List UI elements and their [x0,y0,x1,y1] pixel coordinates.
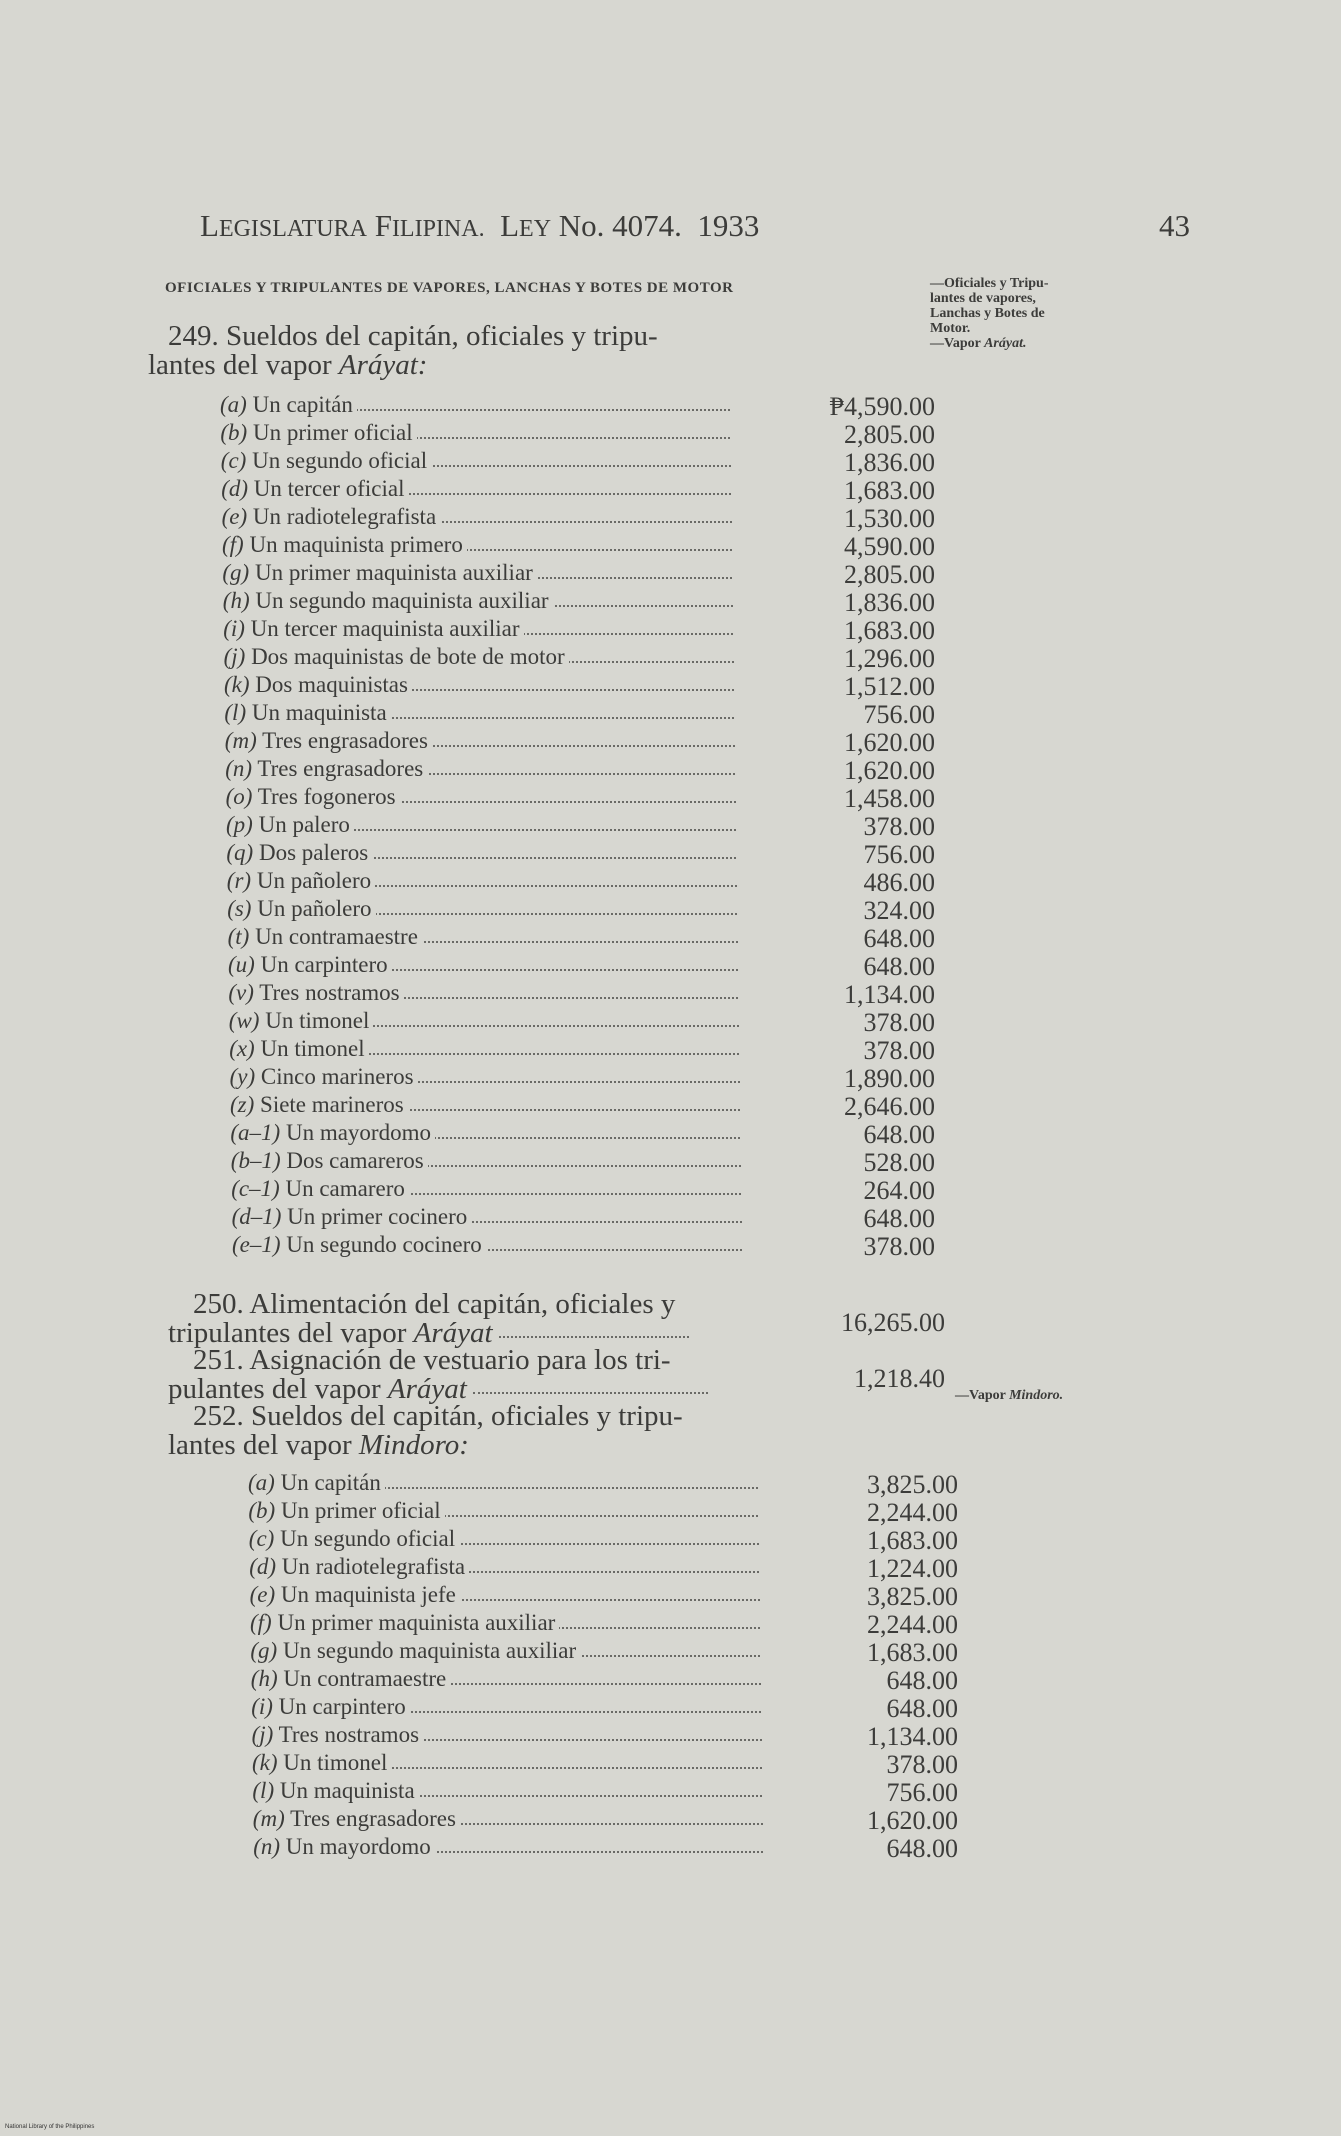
item-amount: 1,890.00 [844,1064,935,1093]
running-title [200,208,759,244]
item-label [228,980,403,1006]
line-item [220,1008,940,1036]
line-item [220,616,940,644]
line-item [248,1806,968,1834]
item-text: Un primer oficial [280,1498,441,1523]
item-label [250,1638,580,1664]
item-text: Un palero [258,812,350,837]
item-letter: (o) [225,784,253,809]
item-label [230,1120,435,1146]
item-letter: (j) [223,644,246,669]
item-text: Un tercer oficial [253,476,405,501]
title-initial: L [200,208,219,243]
line-item [220,1148,940,1176]
law-year: 1933 [697,208,760,243]
item-label [222,560,536,586]
item-amount: 1,296.00 [844,644,935,673]
margin-note-mindoro [955,1388,1063,1403]
line-item [220,588,940,616]
item-text: Un timonel [283,1750,388,1775]
item-letter: (e–1) [232,1232,281,1257]
item-letter: (l) [224,700,247,725]
item-text: Dos maquinistas de bote de motor [251,644,565,669]
item-text: Un pañolero [256,868,372,893]
item-letter: (a) [248,1470,275,1495]
title-initial: F [374,208,392,243]
margin-note-arayat [930,276,1130,351]
item-text: Un carpintero [260,952,388,977]
item-label [251,1666,450,1692]
item-letter: (a–1) [230,1120,281,1145]
item-label [222,532,467,558]
item-label [227,896,375,922]
line-item [220,896,940,924]
item-label [226,840,372,866]
paragraph-text: lantes del vapor [168,1429,359,1461]
item-letter: (h) [222,588,250,613]
line-item [248,1694,968,1722]
line-item [220,420,940,448]
item-letter: (b–1) [230,1148,281,1173]
item-text: Tres nostramos [278,1722,420,1747]
item-letter: (p) [226,812,253,837]
item-amount: 324.00 [863,896,935,925]
item-label [253,1806,460,1832]
line-item [220,644,940,672]
item-label [229,1008,374,1034]
item-amount: 486.00 [863,868,935,897]
item-amount: 648.00 [863,924,935,953]
item-amount: 648.00 [886,1694,958,1723]
item-amount: 378.00 [886,1750,958,1779]
vessel-name: Mindoro: [358,1429,469,1461]
item-amount: 1,683.00 [844,616,935,645]
item-letter: (i) [223,616,245,641]
line-item [220,560,940,588]
line-item [220,700,940,728]
item-amount: 264.00 [863,1176,935,1205]
item-amount: 1,620.00 [844,728,935,757]
paragraph-text: lantes del vapor [148,349,339,381]
line-item [248,1750,968,1778]
margin-note-line: —Oficiales y Tripu- [930,276,1049,291]
item-text: Tres engrasadores [262,728,428,753]
item-letter: (x) [229,1036,255,1061]
item-label [249,1554,469,1580]
paragraph-252 [168,1402,683,1460]
item-label [250,1610,559,1636]
item-letter: (k) [224,672,250,697]
paragraph-249 [148,322,658,380]
item-amount: 1,683.00 [844,476,935,505]
item-letter: (n) [225,756,253,781]
item-text: Cinco marineros [260,1064,414,1089]
title-word: EGISLATURA [218,216,367,242]
line-item [220,532,940,560]
item-letter: (m) [224,728,257,753]
item-label [220,420,416,446]
paragraph-line [168,1431,683,1460]
line-item [220,728,940,756]
item-text: Tres nostramos [259,980,400,1005]
library-credit: National Library of the Philippines [5,2124,95,2130]
item-letter: (t) [227,924,250,949]
item-label [228,952,392,978]
item-amount: 1,620.00 [844,756,935,785]
paragraph-250 [168,1290,689,1348]
paragraph-line: 251. Asignación de vestuario para los tri- [193,1344,671,1376]
line-item [220,952,940,980]
item-amount: 1,683.00 [867,1638,958,1667]
item-text: Tres engrasadores [257,756,424,781]
item-label [229,1036,368,1062]
item-text: Un camarero [285,1176,405,1201]
item-letter: (l) [252,1778,275,1803]
item-letter: (m) [252,1806,285,1831]
line-item [220,784,940,812]
line-item [220,980,940,1008]
item-label [225,728,432,754]
item-text: Un pañolero [257,896,372,921]
item-text: Un primer oficial [252,420,413,445]
law-number: No. 4074. [558,208,682,243]
line-item [248,1498,968,1526]
item-text: Dos paleros [258,840,369,865]
item-amount: 648.00 [886,1834,958,1863]
item-amount: 378.00 [863,812,935,841]
paragraph-text: tripulantes del vapor [168,1317,414,1349]
salary-list-arayat [220,392,940,1260]
item-amount: 1,683.00 [867,1526,958,1555]
item-label [232,1204,472,1230]
item-letter: (c) [220,448,247,473]
item-letter: (z) [230,1092,255,1117]
paragraph-line: 250. Alimentación del capitán, oficiales y [193,1288,676,1320]
item-amount: 3,825.00 [867,1470,958,1499]
line-item [248,1666,968,1694]
item-letter: (k) [252,1750,278,1775]
title-word: EY [519,216,552,242]
item-text: Un timonel [260,1036,365,1061]
line-item [248,1582,968,1610]
line-item [220,672,940,700]
item-amount: 4,590.00 [844,532,935,561]
line-item [220,1036,940,1064]
item-letter: (n) [253,1834,281,1859]
item-letter: (d–1) [231,1204,282,1229]
item-amount: 2,805.00 [844,420,935,449]
dot-leader [499,1336,689,1338]
item-label [231,1148,428,1174]
item-label [230,1064,418,1090]
item-amount: 756.00 [886,1778,958,1807]
item-text: Un segundo oficial [280,1526,456,1551]
item-text: Un tercer maquinista auxiliar [250,616,520,641]
line-item [220,448,940,476]
item-text: Un primer maquinista auxiliar [254,560,533,585]
item-amount: ₱4,590.00 [829,392,935,421]
item-letter: (c–1) [231,1176,280,1201]
item-letter: (j) [251,1722,274,1747]
vessel-name: Aráyat [413,1317,493,1349]
item-amount: 1,134.00 [867,1722,958,1751]
vessel-name: Aráyat: [338,349,428,381]
paragraph-line: 252. Sueldos del capitán, oficiales y tripu- [193,1400,683,1432]
title-initial: L [500,208,520,243]
item-label [252,1722,423,1748]
item-text: Un segundo maquinista auxiliar [282,1638,577,1663]
item-label [220,392,357,418]
item-amount: 1,530.00 [844,504,935,533]
item-letter: (y) [229,1064,256,1089]
item-text: Un maquinista jefe [280,1582,456,1607]
line-item [220,1120,940,1148]
item-letter: (c) [248,1526,275,1551]
item-label [251,1694,410,1720]
item-text: Un primer cocinero [287,1204,468,1229]
item-letter: (e) [221,504,248,529]
item-letter: (b) [248,1498,276,1523]
item-text: Dos maquinistas [255,672,408,697]
item-letter: (w) [228,1008,260,1033]
item-amount: 2,646.00 [844,1092,935,1121]
item-amount: 1,224.00 [867,1554,958,1583]
margin-note-prefix: —Vapor [955,1388,1010,1403]
item-label [223,588,553,614]
item-letter: (d) [249,1554,277,1579]
item-label [253,1834,435,1860]
line-item [220,812,940,840]
margin-note-line: Motor. [930,321,971,336]
item-letter: (u) [228,952,255,977]
line-item [220,392,940,420]
salary-list-mindoro [248,1470,968,1862]
item-letter: (e) [249,1582,276,1607]
item-amount: 1,836.00 [844,448,935,477]
item-label [227,868,375,894]
line-item [248,1638,968,1666]
margin-note-vessel: Mindoro. [1009,1388,1064,1403]
item-letter: (s) [227,896,252,921]
line-item [248,1834,968,1862]
item-text: Un mayordomo [285,1834,431,1859]
item-label [222,504,441,530]
paragraph-251 [168,1346,708,1404]
item-amount: 1,620.00 [867,1806,958,1835]
item-text: Un maquinista [251,700,387,725]
item-text: Un segundo maquinista auxiliar [255,588,549,613]
item-letter: (q) [226,840,254,865]
item-text: Un maquinista [279,1778,415,1803]
paragraph-line [148,351,658,380]
item-letter: (g) [250,1638,278,1663]
item-text: Un radiotelegrafista [252,504,437,529]
item-amount: 1,458.00 [844,784,935,813]
item-text: Un contramaestre [283,1666,447,1691]
item-letter: (b) [220,420,248,445]
item-amount: 3,825.00 [867,1582,958,1611]
line-item [248,1526,968,1554]
item-letter: (a) [220,392,247,417]
paragraph-line: 249. Sueldos del capitán, oficiales y tripu- [168,320,658,352]
item-label [248,1498,444,1524]
item-text: Siete marineros [260,1092,404,1117]
item-text: Un radiotelegrafista [281,1554,466,1579]
line-item [248,1554,968,1582]
item-text: Un capitán [252,392,353,417]
paragraph-text: pulantes del vapor [168,1373,388,1405]
section-heading: OFICIALES Y TRIPULANTES DE VAPORES, LANCHAS Y BOTES DE MOTOR [165,280,734,296]
item-text: Un capitán [280,1470,381,1495]
item-letter: (v) [228,980,254,1005]
item-letter: (f) [250,1610,272,1635]
item-label [223,616,523,642]
item-amount: 378.00 [863,1232,935,1261]
line-item [220,1204,940,1232]
item-text: Un segundo cocinero [286,1232,482,1257]
item-text: Un timonel [265,1008,370,1033]
item-label [224,672,412,698]
item-label [249,1526,459,1552]
line-item [220,476,940,504]
page-number: 43 [1159,208,1190,243]
item-label [221,476,408,502]
item-letter: (g) [222,560,250,585]
item-amount: 528.00 [863,1148,935,1177]
item-amount: 648.00 [863,1204,935,1233]
item-amount: 648.00 [863,952,935,981]
item-label [252,1750,391,1776]
line-item [220,1092,940,1120]
item-label [226,784,400,810]
item-amount: 2,244.00 [867,1498,958,1527]
item-label [226,812,354,838]
item-amount: 378.00 [863,1036,935,1065]
line-item [220,924,940,952]
item-amount: 648.00 [886,1666,958,1695]
item-amount: 2,805.00 [844,560,935,589]
item-amount: 648.00 [863,1120,935,1149]
item-text: Un maquinista primero [249,532,463,557]
item-amount: 378.00 [863,1008,935,1037]
item-amount: 1,836.00 [844,588,935,617]
line-item [220,1064,940,1092]
item-text: Un primer maquinista auxiliar [277,1610,556,1635]
title-word: ILIPINA. [391,216,485,242]
line-item [220,756,940,784]
item-text: Un contramaestre [255,924,418,949]
item-label [232,1232,486,1258]
margin-note-vessel: Aráyat. [984,336,1027,351]
item-label [230,1092,408,1118]
line-item [220,1176,940,1204]
item-text: Un segundo oficial [252,448,428,473]
item-letter: (f) [222,532,244,557]
page-header [200,208,1190,248]
item-amount: 756.00 [863,700,935,729]
line-item [220,868,940,896]
line-item [220,840,940,868]
item-label [224,700,390,726]
amount-251: 1,218.40 [854,1364,945,1393]
item-text: Tres engrasadores [290,1806,456,1831]
margin-note-line: lantes de vapores, [930,291,1036,306]
margin-note-line [930,336,1130,351]
line-item [248,1778,968,1806]
vessel-name: Aráyat [387,1373,467,1405]
item-amount: 1,134.00 [844,980,935,1009]
item-label [248,1470,385,1496]
line-item [248,1722,968,1750]
line-item [220,1232,940,1260]
item-label [224,644,569,670]
margin-note-line: Lanchas y Botes de [930,306,1045,321]
item-amount: 2,244.00 [867,1610,958,1639]
item-label [231,1176,409,1202]
amount-250: 16,265.00 [841,1308,945,1337]
item-text: Un carpintero [278,1694,406,1719]
item-text: Dos camareros [286,1148,424,1173]
item-letter: (d) [221,476,249,501]
item-label [225,756,427,782]
line-item [220,504,940,532]
item-letter: (h) [250,1666,278,1691]
item-text: Tres fogoneros [257,784,396,809]
item-label [221,448,431,474]
line-item [248,1470,968,1498]
item-text: Un mayordomo [285,1120,431,1145]
margin-note-prefix: —Vapor [930,336,985,351]
item-amount: 1,512.00 [844,672,935,701]
item-letter: (i) [251,1694,273,1719]
item-label [228,924,422,950]
dot-leader [473,1392,708,1394]
item-amount: 756.00 [863,840,935,869]
line-item [248,1610,968,1638]
item-label [250,1582,460,1608]
item-letter: (r) [226,868,252,893]
item-label [252,1778,418,1804]
